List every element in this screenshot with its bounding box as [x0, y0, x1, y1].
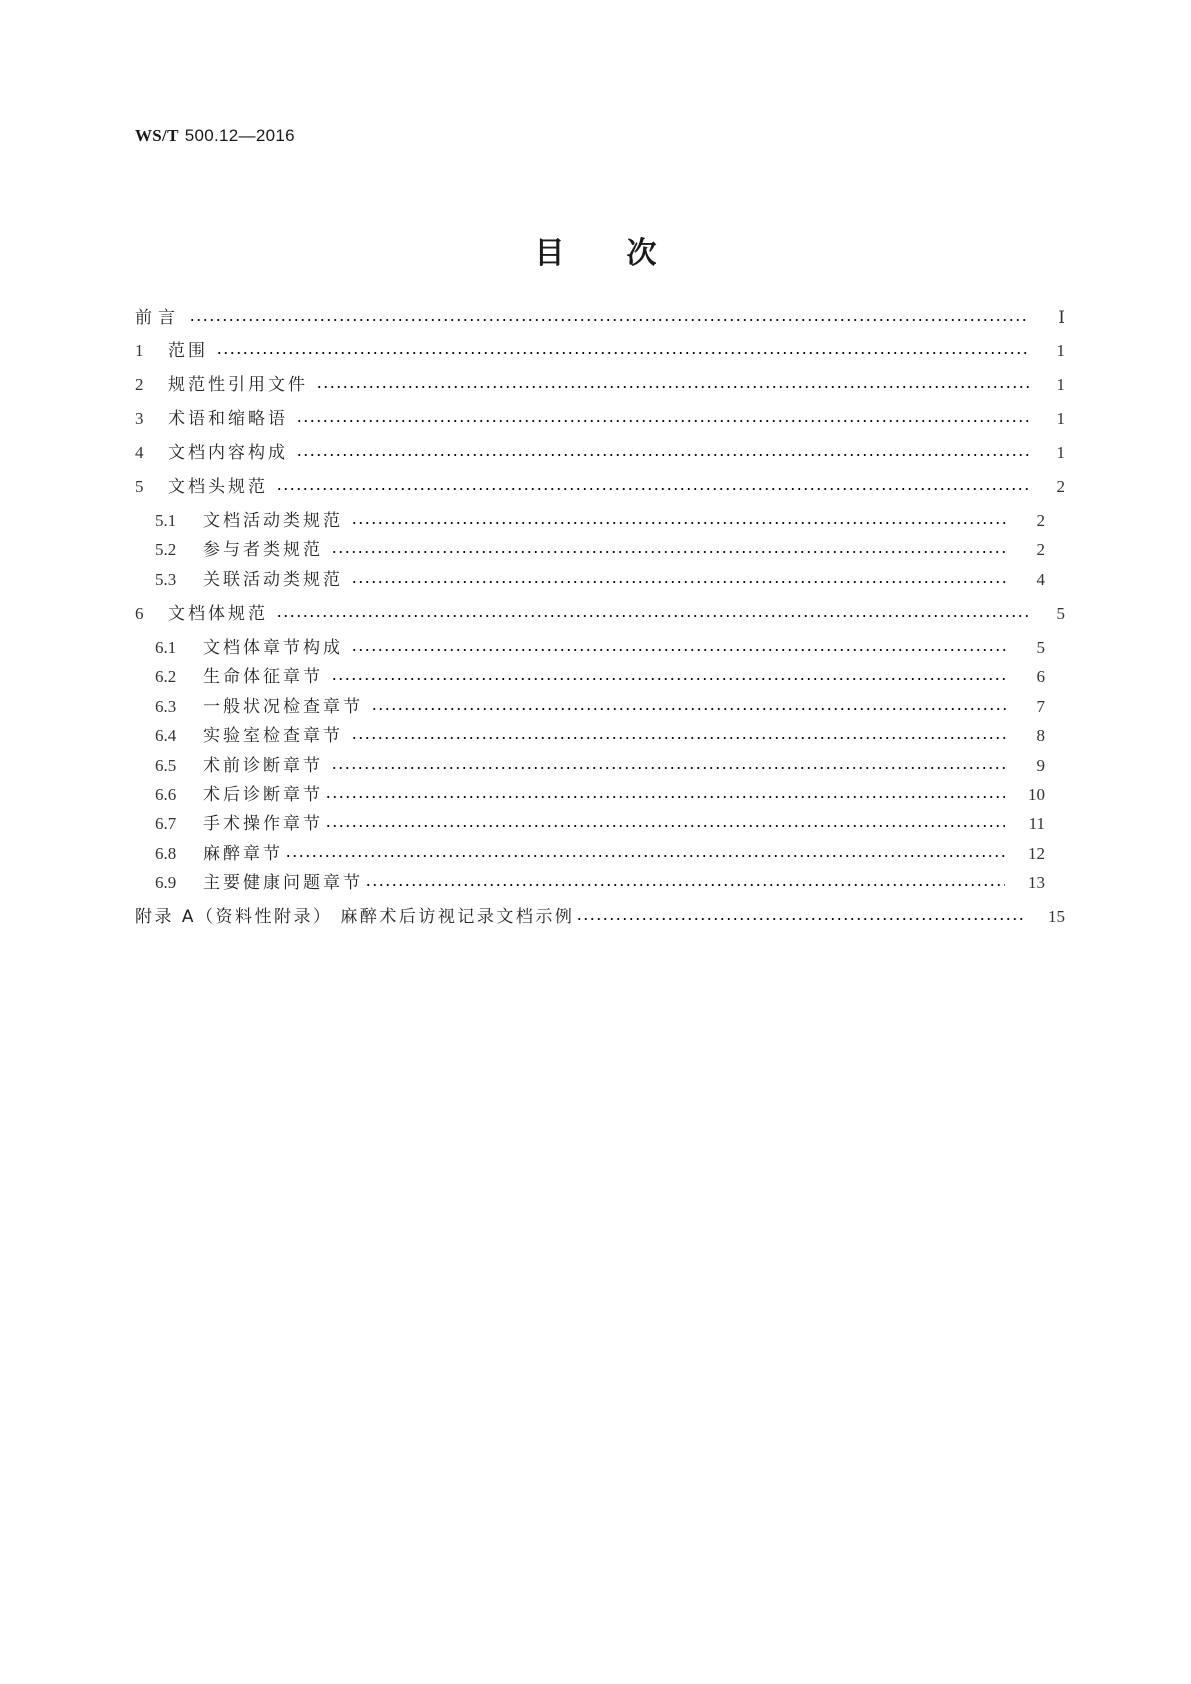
- dot-leader: [296, 454, 1029, 456]
- dot-leader: [285, 855, 1005, 857]
- toc-page: 2: [1036, 511, 1045, 530]
- toc-entry-6-2[interactable]: [155, 665, 1065, 689]
- toc-number: 5.1: [155, 511, 177, 530]
- toc-number: 6.4: [155, 726, 177, 745]
- toc-page: 15: [1048, 907, 1065, 926]
- toc-entry-preface[interactable]: [135, 306, 1065, 330]
- dot-leader: [189, 319, 1029, 321]
- toc-number: 5.2: [155, 540, 177, 559]
- toc-label: 一般状况检查章节: [203, 697, 363, 717]
- toc-page: 1: [1056, 341, 1065, 360]
- dot-leader: [276, 488, 1029, 490]
- dot-leader: [351, 581, 1009, 583]
- toc-number: 5.3: [155, 570, 177, 589]
- toc-label: 生命体征章节: [203, 667, 323, 687]
- dot-leader: [331, 551, 1009, 553]
- title-char-2: 次: [626, 236, 657, 271]
- toc-page: 2: [1056, 477, 1065, 496]
- toc-label: 主要健康问题章节: [203, 873, 363, 893]
- toc-page: 13: [1028, 873, 1045, 892]
- toc-label: 附录 A（资料性附录） 麻醉术后访视记录文档示例: [135, 907, 575, 927]
- toc-label: 文档头规范: [168, 477, 268, 497]
- toc-page: 1: [1056, 409, 1065, 428]
- dot-leader: [216, 352, 1029, 354]
- toc-label: 术语和缩略语: [168, 409, 288, 429]
- toc-page: 7: [1036, 697, 1045, 716]
- toc-label: 文档体规范: [168, 604, 268, 624]
- toc-number: 6.6: [155, 785, 177, 804]
- toc-entry-6-5[interactable]: [155, 754, 1065, 778]
- toc-label: 文档内容构成: [168, 443, 288, 463]
- toc-entry-5[interactable]: [135, 475, 1065, 499]
- toc-page: 2: [1036, 540, 1045, 559]
- toc-label: 规范性引用文件: [168, 375, 308, 395]
- dot-leader: [365, 884, 1005, 886]
- toc-entry-appendix-a[interactable]: [135, 905, 1065, 929]
- standard-prefix: WS/T: [135, 126, 179, 145]
- toc-label: 麻醉章节: [203, 844, 283, 864]
- standard-number: 500.12—2016: [184, 126, 295, 145]
- toc-page: 1: [1056, 375, 1065, 394]
- toc-label: 文档活动类规范: [203, 511, 343, 531]
- toc-number: 1: [135, 341, 144, 360]
- page-title: [0, 228, 1191, 272]
- toc-page: 5: [1036, 638, 1045, 657]
- toc-label: 术前诊断章节: [203, 756, 323, 776]
- dot-leader: [351, 522, 1009, 524]
- toc-number: 6.2: [155, 667, 177, 686]
- standard-code: [135, 126, 295, 146]
- toc-number: 6.9: [155, 873, 177, 892]
- toc-label: 参与者类规范: [203, 540, 323, 560]
- toc-number: 6.5: [155, 756, 177, 775]
- toc-page: 8: [1036, 726, 1045, 745]
- toc-number: 6.1: [155, 638, 177, 657]
- dot-leader: [276, 615, 1029, 617]
- toc-page: 9: [1036, 756, 1045, 775]
- dot-leader: [325, 796, 1005, 798]
- dot-leader: [296, 420, 1029, 422]
- toc-entry-2[interactable]: [135, 373, 1065, 397]
- dot-leader: [331, 767, 1009, 769]
- dot-leader: [331, 678, 1009, 680]
- toc-entry-1[interactable]: [135, 339, 1065, 363]
- toc-number: 4: [135, 443, 144, 462]
- toc-entry-6-3[interactable]: [155, 695, 1065, 719]
- toc-entry-4[interactable]: [135, 441, 1065, 465]
- toc-page: 5: [1056, 604, 1065, 623]
- toc-entry-5-2[interactable]: [155, 538, 1065, 562]
- toc-number: 3: [135, 409, 144, 428]
- toc-entry-6-6[interactable]: [155, 783, 1065, 807]
- toc-entry-5-3[interactable]: [155, 568, 1065, 592]
- toc-number: 6.8: [155, 844, 177, 863]
- toc-label: 手术操作章节: [203, 814, 323, 834]
- toc-page: 1: [1056, 443, 1065, 462]
- toc-page: 11: [1028, 814, 1045, 833]
- dot-leader: [576, 918, 1025, 920]
- title-char-1: 目: [534, 236, 565, 271]
- toc-entry-5-1[interactable]: [155, 509, 1065, 533]
- toc-page: 12: [1028, 844, 1045, 863]
- dot-leader: [351, 737, 1009, 739]
- toc-page: Ⅰ: [1058, 308, 1065, 327]
- toc-entry-6-7[interactable]: [155, 812, 1065, 836]
- toc-label: 术后诊断章节: [203, 785, 323, 805]
- toc-label: 前言: [135, 308, 181, 328]
- toc-entry-6-8[interactable]: [155, 842, 1065, 866]
- toc-label: 实验室检查章节: [203, 726, 343, 746]
- toc-entry-6-4[interactable]: [155, 724, 1065, 748]
- toc-number: 6.7: [155, 814, 177, 833]
- dot-leader: [371, 708, 1009, 710]
- toc-entry-6[interactable]: [135, 602, 1065, 626]
- toc-entry-6-9[interactable]: [155, 871, 1065, 895]
- toc-number: 5: [135, 477, 144, 496]
- toc-entry-6-1[interactable]: [155, 636, 1065, 660]
- toc-page: 4: [1036, 570, 1045, 589]
- toc-label: 关联活动类规范: [203, 570, 343, 590]
- toc-page: 6: [1036, 667, 1045, 686]
- toc-page: 10: [1028, 785, 1045, 804]
- dot-leader: [325, 825, 1005, 827]
- toc-number: 6.3: [155, 697, 177, 716]
- toc-number: 2: [135, 375, 144, 394]
- dot-leader: [351, 649, 1009, 651]
- toc-entry-3[interactable]: [135, 407, 1065, 431]
- dot-leader: [316, 386, 1029, 388]
- toc-label: 范围: [168, 341, 208, 361]
- toc-number: 6: [135, 604, 144, 623]
- toc-label: 文档体章节构成: [203, 638, 343, 658]
